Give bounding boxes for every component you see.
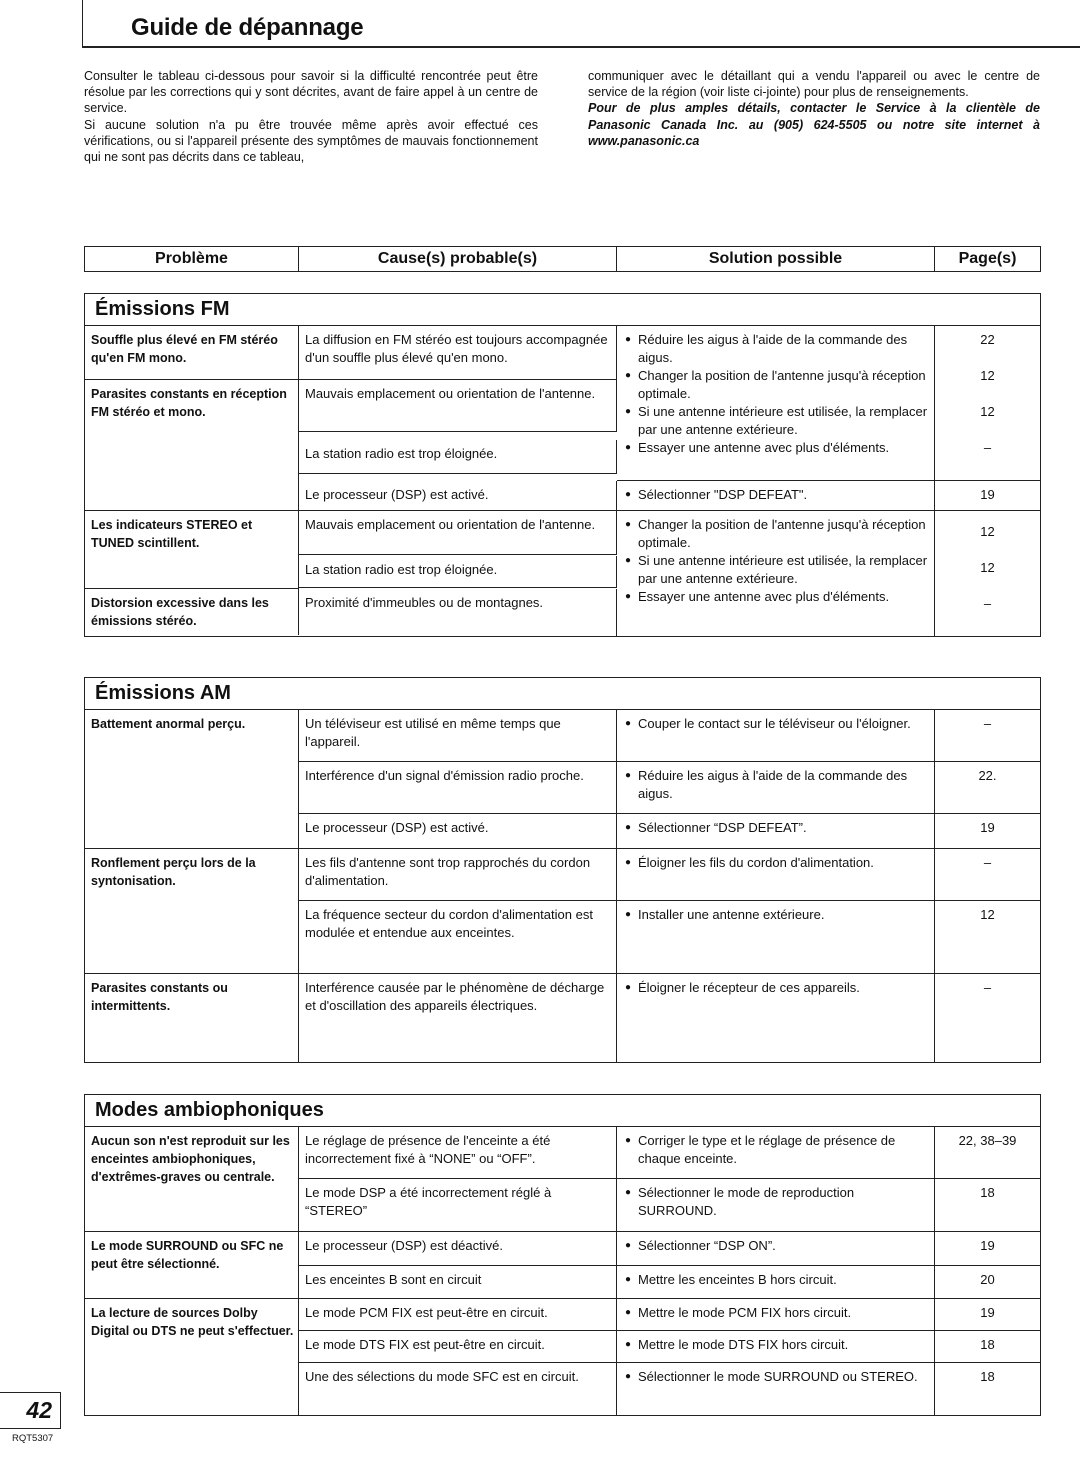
contact-info: Pour de plus amples détails, contacter le Service à la clientèle de Panasonic Canada Inc. au (905) 624-5505 ou notre site internet à www.panasonic.ca	[588, 101, 1040, 148]
table-row	[299, 1299, 1040, 1331]
problem-cell: Parasites constants en réception FM stéréo et mono.	[85, 380, 299, 511]
table-row	[299, 1127, 1040, 1179]
solution-cell	[617, 1299, 935, 1330]
problem-cell: Souffle plus élevé en FM stéréo qu'en FM mono.	[85, 326, 299, 380]
page-cell: 18	[980, 1369, 995, 1384]
header-solution: Solution possible	[617, 247, 935, 271]
section-am	[84, 677, 1041, 1063]
intro-left	[84, 68, 538, 165]
bullet-icon: ●	[625, 442, 632, 453]
bullet-icon: ●	[625, 555, 632, 566]
section-title: Émissions FM	[85, 294, 1040, 326]
solution-item: ● Sélectionner le mode de reproduction SURROUND.	[625, 1185, 855, 1218]
bullet-icon: ●	[625, 1187, 632, 1198]
solution-item: ● Si une antenne intérieure est utilisée, la remplacer par une antenne extérieure.	[625, 404, 928, 437]
solution-item: ● Éloigner les fils du cordon d'alimentation.	[625, 855, 874, 870]
section-title: Émissions AM	[85, 678, 1040, 710]
solution-cell	[617, 974, 935, 1062]
am-table	[85, 710, 1040, 1062]
cause-cell: La fréquence secteur du cordon d'alimentation est modulée et entendue aux enceintes.	[299, 901, 617, 973]
solution-item: ● Sélectionner "DSP DEFEAT".	[625, 487, 808, 502]
table-row	[299, 1363, 1040, 1415]
cause-cell: La station radio est trop éloignée.	[299, 440, 617, 474]
table-row	[299, 710, 1040, 762]
bullet-icon: ●	[625, 519, 632, 530]
bullet-icon: ●	[625, 489, 632, 500]
problem-group	[85, 1232, 1040, 1299]
solution-cell	[617, 762, 935, 813]
problem-cell: Ronflement perçu lors de la syntonisation.	[85, 849, 299, 973]
bullet-icon: ●	[625, 1371, 632, 1382]
cause-cell: Interférence causée par le phénomène de décharge et d'oscillation des appareils électriques.	[299, 974, 617, 1062]
solution-item: ● Si une antenne intérieure est utilisée, la remplacer par une antenne extérieure.	[625, 553, 928, 586]
problem-group	[85, 849, 1040, 974]
page-title: Guide de dépannage	[131, 14, 364, 41]
page-ref: 12	[980, 524, 995, 539]
problem-cell: La lecture de sources Dolby Digital ou DTS ne peut s'effectuer.	[85, 1299, 299, 1415]
problem-cell: Distorsion excessive dans les émissions stéréo.	[85, 589, 299, 635]
solution-cell	[617, 1266, 935, 1298]
problem-group	[85, 710, 1040, 849]
problem-group	[85, 1299, 1040, 1415]
bullet-icon: ●	[625, 1135, 632, 1146]
solution-cell	[617, 1127, 935, 1178]
cause-cell: Mauvais emplacement ou orientation de l'antenne.	[299, 380, 617, 432]
solution-cell	[617, 326, 935, 481]
table-row	[299, 814, 1040, 848]
cause-cell: Les enceintes B sont en circuit	[299, 1266, 617, 1298]
solution-item: ● Mettre le mode PCM FIX hors circuit.	[625, 1305, 852, 1320]
solution-cell	[617, 1232, 935, 1265]
cause-cell: Le processeur (DSP) est activé.	[299, 481, 617, 511]
bullet-icon: ●	[625, 1240, 632, 1251]
page-cell	[935, 326, 1040, 481]
problem-cell: Le mode SURROUND ou SFC ne peut être sélectionné.	[85, 1232, 299, 1298]
cause-cell: Le mode DTS FIX est peut-être en circuit.	[299, 1331, 617, 1362]
solution-item: ● Corriger le type et le réglage de présence de chaque enceinte.	[625, 1133, 896, 1166]
table-row	[299, 1331, 1040, 1363]
solution-item: ● Sélectionner le mode SURROUND ou STEREO.	[625, 1369, 918, 1384]
bullet-icon: ●	[625, 909, 632, 920]
problem-cell: Les indicateurs STEREO et TUNED scintillent.	[85, 511, 299, 589]
page-cell: –	[983, 980, 992, 995]
table-row	[299, 849, 1040, 901]
problem-cell: Aucun son n'est reproduit sur les enceintes ambiophoniques, d'extrêmes-graves ou centrale.	[85, 1127, 299, 1231]
table-row	[299, 1266, 1040, 1298]
page-ref: 12	[980, 560, 995, 575]
solution-cell	[617, 1363, 935, 1415]
table-row	[299, 974, 1040, 1062]
problem-group	[85, 974, 1040, 1062]
cause-cell: La diffusion en FM stéréo est toujours accompagnée d'un souffle plus élevé qu'en mono.	[299, 326, 617, 380]
bullet-icon: ●	[625, 334, 632, 345]
solution-cell	[617, 814, 935, 848]
solution-item: ● Mettre le mode DTS FIX hors circuit.	[625, 1337, 849, 1352]
page-cell: 12	[980, 907, 995, 922]
page-ref: 12	[980, 404, 995, 419]
page-cell: –	[983, 716, 992, 731]
cause-cell: Une des sélections du mode SFC est en circuit.	[299, 1363, 617, 1415]
page-cell: 19	[980, 1238, 995, 1253]
problem-cell: Battement anormal perçu.	[85, 710, 299, 848]
cause-cell: Le processeur (DSP) est activé.	[299, 814, 617, 848]
page-cell: 19	[980, 820, 995, 835]
page-cell: 20	[980, 1272, 995, 1287]
bullet-icon: ●	[625, 822, 632, 833]
intro-right	[588, 68, 1040, 149]
cause-cell: Le processeur (DSP) est déactivé.	[299, 1232, 617, 1265]
page-number: 42	[0, 1392, 61, 1429]
table-row	[299, 1232, 1040, 1266]
header-cause: Cause(s) probable(s)	[299, 247, 617, 271]
section-fm	[84, 293, 1041, 637]
page-cell: 22, 38–39	[958, 1133, 1017, 1148]
solution-cell	[617, 1331, 935, 1362]
solution-cell	[617, 1179, 935, 1231]
page-ref: 12	[980, 368, 995, 383]
bullet-icon: ●	[625, 1274, 632, 1285]
intro-paragraph: Consulter le tableau ci-dessous pour savoir si la difficulté rencontrée peut être résolue par les corrections qui y sont décrites, avant de faire appel à un centre de service.	[84, 69, 538, 116]
page-ref: 22	[980, 332, 995, 347]
solution-item: ● Essayer une antenne avec plus d'éléments.	[625, 589, 890, 604]
problem-cell: Parasites constants ou intermittents.	[85, 974, 299, 1062]
title-box	[82, 0, 1080, 48]
cause-cell: Mauvais emplacement ou orientation de l'antenne.	[299, 511, 617, 555]
page-cell: 22.	[978, 768, 997, 783]
solution-cell	[617, 511, 935, 636]
header-pages: Page(s)	[958, 250, 1017, 267]
solution-cell	[617, 481, 935, 511]
bullet-icon: ●	[625, 718, 632, 729]
bullet-icon: ●	[625, 982, 632, 993]
solution-cell	[617, 710, 935, 761]
solution-item: ● Essayer une antenne avec plus d'éléments.	[625, 440, 890, 455]
cause-cell: Le mode DSP a été incorrectement réglé à “STEREO”	[299, 1179, 617, 1231]
solution-item: ● Réduire les aigus à l'aide de la commande des aigus.	[625, 768, 908, 801]
solution-item: ● Éloigner le récepteur de ces appareils.	[625, 980, 860, 995]
table-row	[299, 762, 1040, 814]
page-ref: –	[983, 596, 992, 611]
section-title: Modes ambiophoniques	[85, 1095, 1040, 1127]
fm-table	[85, 326, 1040, 636]
cause-cell: Un téléviseur est utilisé en même temps que l'appareil.	[299, 710, 617, 761]
header-problem: Problème	[85, 247, 299, 271]
bullet-icon: ●	[625, 857, 632, 868]
bullet-icon: ●	[625, 1339, 632, 1350]
bullet-icon: ●	[625, 591, 632, 602]
cause-cell: Interférence d'un signal d'émission radio proche.	[299, 762, 617, 813]
page-cell: 19	[980, 1305, 995, 1320]
solution-item: ● Sélectionner “DSP DEFEAT”.	[625, 820, 807, 835]
page-cell: 19	[935, 481, 1040, 511]
solution-item: ● Réduire les aigus à l'aide de la commande des aigus.	[625, 332, 908, 365]
page-ref: –	[983, 440, 992, 455]
table-row	[299, 1179, 1040, 1231]
bullet-icon: ●	[625, 770, 632, 781]
cause-cell: Proximité d'immeubles ou de montagnes.	[299, 589, 617, 636]
table-row	[299, 901, 1040, 973]
intro-paragraph: communiquer avec le détaillant qui a vendu l'appareil ou avec le centre de service de la région (voir liste ci-jointe) pour plus de renseignements.	[588, 69, 1040, 100]
solution-cell	[617, 849, 935, 900]
page-cell: 18	[980, 1185, 995, 1200]
solution-item: ● Changer la position de l'antenne jusqu'à réception optimale.	[625, 517, 926, 550]
solution-cell	[617, 901, 935, 973]
solution-item: ● Mettre les enceintes B hors circuit.	[625, 1272, 837, 1287]
solution-item: ● Sélectionner “DSP ON”.	[625, 1238, 776, 1253]
table-header	[84, 246, 1041, 272]
page-cell	[935, 511, 1040, 636]
surround-table	[85, 1127, 1040, 1415]
bullet-icon: ●	[625, 406, 632, 417]
page-cell: –	[983, 855, 992, 870]
section-surround	[84, 1094, 1041, 1416]
page-cell: 18	[980, 1337, 995, 1352]
problem-group	[85, 1127, 1040, 1232]
cause-cell: Le mode PCM FIX est peut-être en circuit.	[299, 1299, 617, 1330]
cause-cell: La station radio est trop éloignée.	[299, 556, 617, 588]
cause-cell: Les fils d'antenne sont trop rapprochés du cordon d'alimentation.	[299, 849, 617, 900]
bullet-icon: ●	[625, 1307, 632, 1318]
solution-item: ● Couper le contact sur le téléviseur ou l'éloigner.	[625, 716, 911, 731]
cause-cell: Le réglage de présence de l'enceinte a été incorrectement fixé à “NONE” ou “OFF”.	[299, 1127, 617, 1178]
bullet-icon: ●	[625, 370, 632, 381]
solution-item: ● Installer une antenne extérieure.	[625, 907, 825, 922]
solution-item: ● Changer la position de l'antenne jusqu'à réception optimale.	[625, 368, 926, 401]
intro-paragraph: Si aucune solution n'a pu être trouvée même après avoir effectué ces vérifications, ou si l'appareil présente des symptômes de mauvais fonctionnement qui ne sont pas décrits dans ce tableau,	[84, 117, 538, 165]
document-code: RQT5307	[12, 1433, 54, 1444]
